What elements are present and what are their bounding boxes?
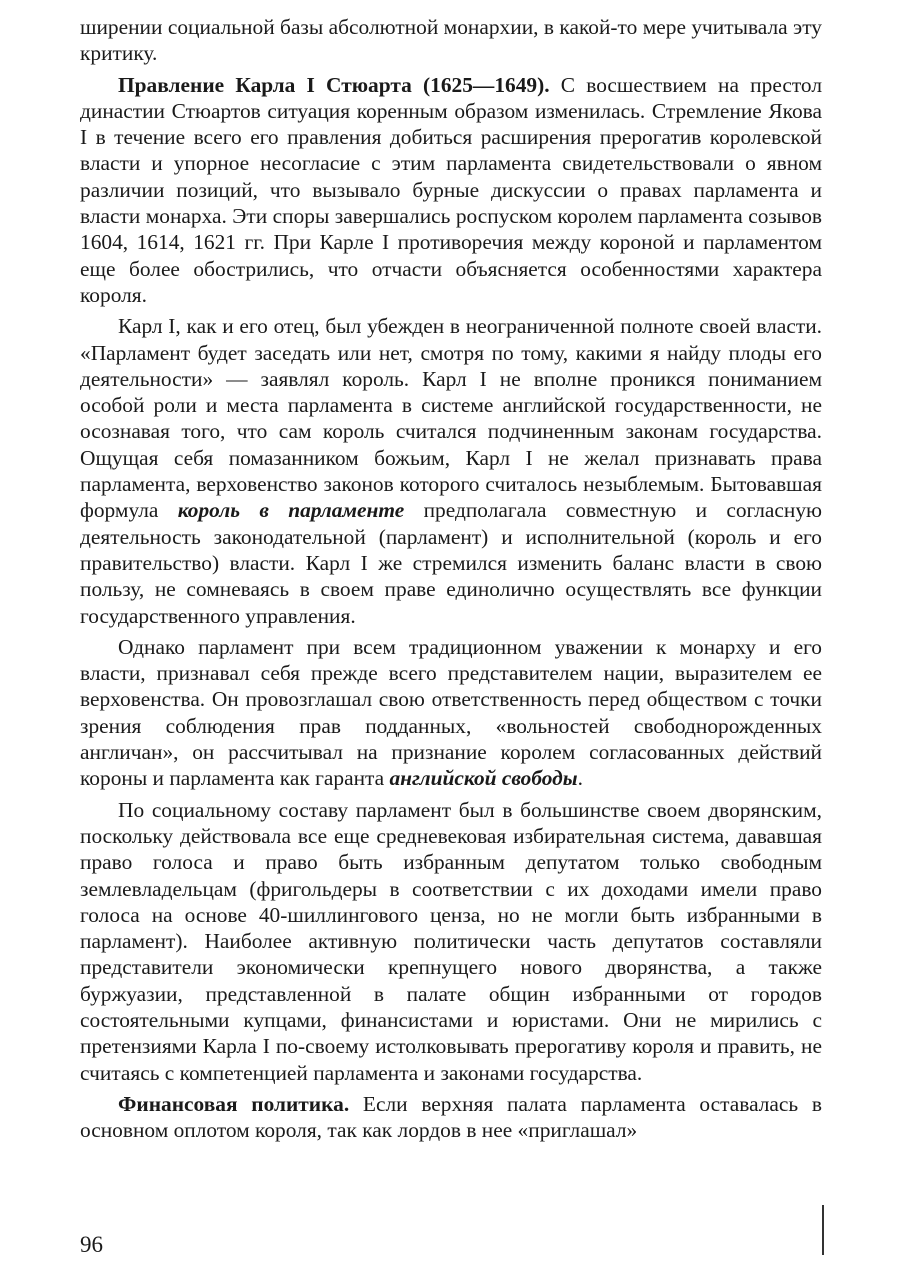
paragraph-charles-reign: [80, 72, 822, 309]
paragraph-text: По социальному составу парламент был в большинстве своем дворянским, поскольку действовала все еще средневековая избирательная система, дававшая право голоса и право быть избранным депутатом только свободным землевладельцам (фригольдеры в соответствии с их доходами имели право голоса на основе 40-шиллингового ценза, но не могли быть избранными в парламент). Наиболее активную политически часть депутатов составляли представители экономически крепнущего нового дворянства, а также буржуазии, представленной в палате общин избранными от городов состоятельными купцами, финансистами и юристами. Они не мирились с претензиями Карла I по-своему истолковывать прерогативу короля и править, не считаясь с компетенцией парламента и законами государства.: [80, 797, 822, 1085]
paragraph-text: предполагала совместную и согласную деятельность законодательной (парламент) и исполнительной (король и его правительство) власти. Карл I же стремился изменить баланс власти в свою пользу, не сомневаясь в своем праве единолично осуществлять все функции государственного управления.: [80, 498, 823, 628]
margin-mark: [822, 1205, 824, 1255]
section-heading-financial-policy: Финансовая политика.: [118, 1091, 350, 1116]
emphasis-king-in-parliament: король в парламенте: [177, 498, 405, 523]
body-text: [80, 14, 822, 1143]
paragraph-social-composition: [80, 797, 822, 1086]
paragraph-text: С восшествием на престол династии Стюартов ситуация коренным образом изменилась. Стремление Якова I в течение всего его правления добиться расширения прерогатив королевской власти и упорное несогласие с этим парламента свидетельствовали о явном различии позиций, что вызывало бурные дискуссии о правах парламента и власти монарха. Эти споры завершались роспуском королем парламента созывов 1604, 1614, 1621 гг. При Карле I противоречия между короной и парламентом еще более обострились, что отчасти объясняется особенностями характера короля.: [80, 72, 822, 307]
paragraph-text: Однако парламент при всем традиционном уважении к монарху и его власти, признавал себя прежде всего представителем нации, выразителем ее верховенства. Он провозглашал свою ответственность перед обществом с точки зрения соблюдения прав подданных, «вольностей свободнорожденных англичан», он рассчитывал на признание королем согласованных действий короны и парламента как гаранта: [80, 634, 822, 791]
paragraph-charles-beliefs: [80, 313, 822, 629]
section-heading-charles-reign: Правление Карла I Стюарта (1625—1649).: [118, 72, 550, 97]
paragraph-text: ширении социальной базы абсолютной монархии, в какой-то мере учитывала эту критику.: [80, 15, 822, 66]
paragraph-text: Если верхняя палата парламента оставалась в основном оплотом короля, так как лордов в нее «приглашал»: [80, 1091, 822, 1143]
paragraph-text: Карл I, как и его отец, был убежден в неограниченной полноте своей власти. «Парламент будет заседать или нет, смотря по тому, какими я найду плоды его деятельности» — заявлял король. Карл I не вполне проникся пониманием особой роли и места парламента в системе английской государственности, не осознавая того, что сам король считался подчиненным законам государства. Ощущая себя помазанником божьим, Карл I не желал признавать права парламента, верховенство законов которого считалось незыблемым. Бытовавшая формула: [80, 314, 822, 523]
paragraph-parliament-position: [80, 634, 822, 792]
paragraph-text: .: [577, 766, 583, 791]
paragraph-continuation: [80, 14, 822, 67]
emphasis-english-liberty: английской свободы: [389, 766, 578, 791]
page-number: 96: [80, 1232, 103, 1257]
paragraph-financial-policy: [80, 1091, 822, 1144]
